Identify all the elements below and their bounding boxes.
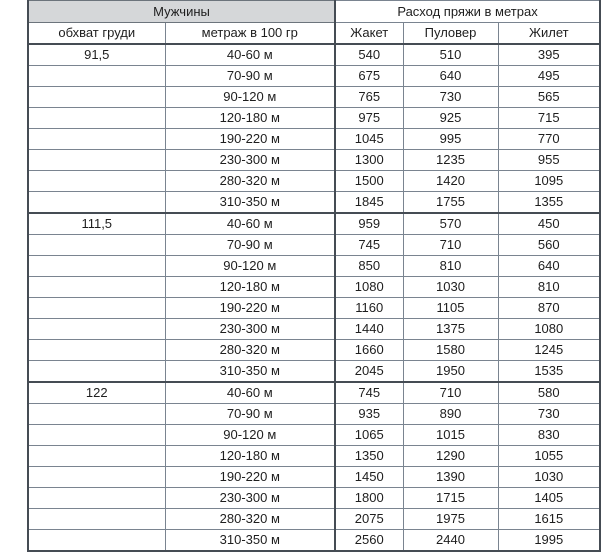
yarn-length-cell: 280-320 м [165, 171, 335, 192]
pullover-value-cell: 1755 [403, 192, 498, 214]
pullover-value-cell: 810 [403, 256, 498, 277]
chest-size-cell: 91,5 [28, 44, 165, 66]
pullover-value-cell: 2440 [403, 530, 498, 552]
table-row [28, 425, 600, 446]
jacket-value-cell: 1800 [335, 488, 403, 509]
vest-value-cell: 955 [498, 150, 600, 171]
chest-empty-cell [28, 530, 165, 552]
pullover-value-cell: 925 [403, 108, 498, 129]
yarn-length-cell: 70-90 м [165, 404, 335, 425]
chest-empty-cell [28, 129, 165, 150]
vest-value-cell: 1615 [498, 509, 600, 530]
yarn-length-cell: 70-90 м [165, 235, 335, 256]
table-row [28, 382, 600, 404]
chest-empty-cell [28, 298, 165, 319]
chest-empty-cell [28, 404, 165, 425]
vest-value-cell: 560 [498, 235, 600, 256]
yarn-length-cell: 120-180 м [165, 277, 335, 298]
pullover-value-cell: 1015 [403, 425, 498, 446]
chest-empty-cell [28, 446, 165, 467]
chest-empty-cell [28, 488, 165, 509]
yarn-length-cell: 40-60 м [165, 382, 335, 404]
jacket-value-cell: 675 [335, 66, 403, 87]
yarn-length-cell: 280-320 м [165, 340, 335, 361]
chest-empty-cell [28, 361, 165, 383]
jacket-value-cell: 1300 [335, 150, 403, 171]
table-row [28, 129, 600, 150]
pullover-value-cell: 1975 [403, 509, 498, 530]
table-row [28, 404, 600, 425]
pullover-column-header: Пуловер [403, 23, 498, 45]
pullover-value-cell: 1030 [403, 277, 498, 298]
yarn-length-cell: 90-120 м [165, 256, 335, 277]
jacket-value-cell: 1500 [335, 171, 403, 192]
pullover-value-cell: 1235 [403, 150, 498, 171]
length-column-header: метраж в 100 гр [165, 23, 335, 45]
table-row [28, 192, 600, 214]
yarn-length-cell: 230-300 м [165, 150, 335, 171]
yarn-length-cell: 90-120 м [165, 425, 335, 446]
chest-empty-cell [28, 467, 165, 488]
jacket-value-cell: 1045 [335, 129, 403, 150]
pullover-value-cell: 1105 [403, 298, 498, 319]
yarn-length-cell: 190-220 м [165, 467, 335, 488]
chest-empty-cell [28, 509, 165, 530]
chest-empty-cell [28, 340, 165, 361]
table-row [28, 361, 600, 383]
vest-value-cell: 1355 [498, 192, 600, 214]
pullover-value-cell: 710 [403, 382, 498, 404]
vest-value-cell: 730 [498, 404, 600, 425]
yarn-length-cell: 90-120 м [165, 87, 335, 108]
yarn-length-cell: 310-350 м [165, 530, 335, 552]
pullover-value-cell: 730 [403, 87, 498, 108]
table-row [28, 298, 600, 319]
consumption-title-header: Расход пряжи в метрах [335, 1, 600, 23]
gender-header: Мужчины [28, 1, 335, 23]
vest-value-cell: 1245 [498, 340, 600, 361]
pullover-value-cell: 1580 [403, 340, 498, 361]
vest-value-cell: 1030 [498, 467, 600, 488]
jacket-column-header: Жакет [335, 23, 403, 45]
vest-value-cell: 715 [498, 108, 600, 129]
jacket-value-cell: 2045 [335, 361, 403, 383]
yarn-length-cell: 310-350 м [165, 361, 335, 383]
yarn-length-cell: 190-220 м [165, 129, 335, 150]
chest-empty-cell [28, 319, 165, 340]
yarn-length-cell: 120-180 м [165, 446, 335, 467]
chest-empty-cell [28, 277, 165, 298]
yarn-length-cell: 40-60 м [165, 213, 335, 235]
table-row [28, 66, 600, 87]
jacket-value-cell: 1350 [335, 446, 403, 467]
jacket-value-cell: 745 [335, 235, 403, 256]
chest-empty-cell [28, 87, 165, 108]
pullover-value-cell: 510 [403, 44, 498, 66]
table-row [28, 509, 600, 530]
table-row [28, 446, 600, 467]
vest-value-cell: 1535 [498, 361, 600, 383]
jacket-value-cell: 935 [335, 404, 403, 425]
chest-empty-cell [28, 192, 165, 214]
yarn-length-cell: 40-60 м [165, 44, 335, 66]
jacket-value-cell: 1440 [335, 319, 403, 340]
table-row [28, 467, 600, 488]
table-body [28, 44, 600, 551]
table-row [28, 44, 600, 66]
vest-value-cell: 450 [498, 213, 600, 235]
vest-value-cell: 580 [498, 382, 600, 404]
chest-empty-cell [28, 235, 165, 256]
pullover-value-cell: 640 [403, 66, 498, 87]
yarn-length-cell: 190-220 м [165, 298, 335, 319]
yarn-length-cell: 310-350 м [165, 192, 335, 214]
vest-value-cell: 830 [498, 425, 600, 446]
chest-empty-cell [28, 66, 165, 87]
table-row [28, 87, 600, 108]
table-row [28, 235, 600, 256]
yarn-length-cell: 230-300 м [165, 488, 335, 509]
pullover-value-cell: 1290 [403, 446, 498, 467]
vest-value-cell: 640 [498, 256, 600, 277]
table-row [28, 108, 600, 129]
table-row [28, 277, 600, 298]
vest-value-cell: 810 [498, 277, 600, 298]
vest-value-cell: 770 [498, 129, 600, 150]
jacket-value-cell: 1845 [335, 192, 403, 214]
vest-value-cell: 870 [498, 298, 600, 319]
pullover-value-cell: 1390 [403, 467, 498, 488]
chest-empty-cell [28, 425, 165, 446]
table-row [28, 340, 600, 361]
table-row [28, 256, 600, 277]
chest-empty-cell [28, 256, 165, 277]
table-row [28, 150, 600, 171]
pullover-value-cell: 570 [403, 213, 498, 235]
yarn-length-cell: 280-320 м [165, 509, 335, 530]
chest-size-cell: 111,5 [28, 213, 165, 235]
yarn-length-cell: 120-180 м [165, 108, 335, 129]
vest-value-cell: 1995 [498, 530, 600, 552]
jacket-value-cell: 975 [335, 108, 403, 129]
vest-value-cell: 565 [498, 87, 600, 108]
chest-column-header: обхват груди [28, 23, 165, 45]
pullover-value-cell: 890 [403, 404, 498, 425]
vest-value-cell: 1095 [498, 171, 600, 192]
vest-value-cell: 1405 [498, 488, 600, 509]
jacket-value-cell: 1065 [335, 425, 403, 446]
table-row [28, 213, 600, 235]
jacket-value-cell: 2560 [335, 530, 403, 552]
pullover-value-cell: 1420 [403, 171, 498, 192]
jacket-value-cell: 850 [335, 256, 403, 277]
jacket-value-cell: 765 [335, 87, 403, 108]
vest-value-cell: 395 [498, 44, 600, 66]
jacket-value-cell: 1450 [335, 467, 403, 488]
yarn-length-cell: 230-300 м [165, 319, 335, 340]
chest-empty-cell [28, 108, 165, 129]
pullover-value-cell: 1375 [403, 319, 498, 340]
header-row-columns [28, 23, 600, 45]
yarn-consumption-table [27, 0, 601, 552]
vest-value-cell: 495 [498, 66, 600, 87]
jacket-value-cell: 1080 [335, 277, 403, 298]
chest-empty-cell [28, 150, 165, 171]
jacket-value-cell: 1660 [335, 340, 403, 361]
chest-size-cell: 122 [28, 382, 165, 404]
vest-column-header: Жилет [498, 23, 600, 45]
jacket-value-cell: 959 [335, 213, 403, 235]
jacket-value-cell: 540 [335, 44, 403, 66]
pullover-value-cell: 995 [403, 129, 498, 150]
table-row [28, 488, 600, 509]
chest-empty-cell [28, 171, 165, 192]
vest-value-cell: 1080 [498, 319, 600, 340]
table-row [28, 530, 600, 552]
table-row [28, 171, 600, 192]
pullover-value-cell: 710 [403, 235, 498, 256]
pullover-value-cell: 1715 [403, 488, 498, 509]
jacket-value-cell: 1160 [335, 298, 403, 319]
jacket-value-cell: 2075 [335, 509, 403, 530]
yarn-length-cell: 70-90 м [165, 66, 335, 87]
jacket-value-cell: 745 [335, 382, 403, 404]
pullover-value-cell: 1950 [403, 361, 498, 383]
table-row [28, 319, 600, 340]
header-row-top [28, 1, 600, 23]
vest-value-cell: 1055 [498, 446, 600, 467]
